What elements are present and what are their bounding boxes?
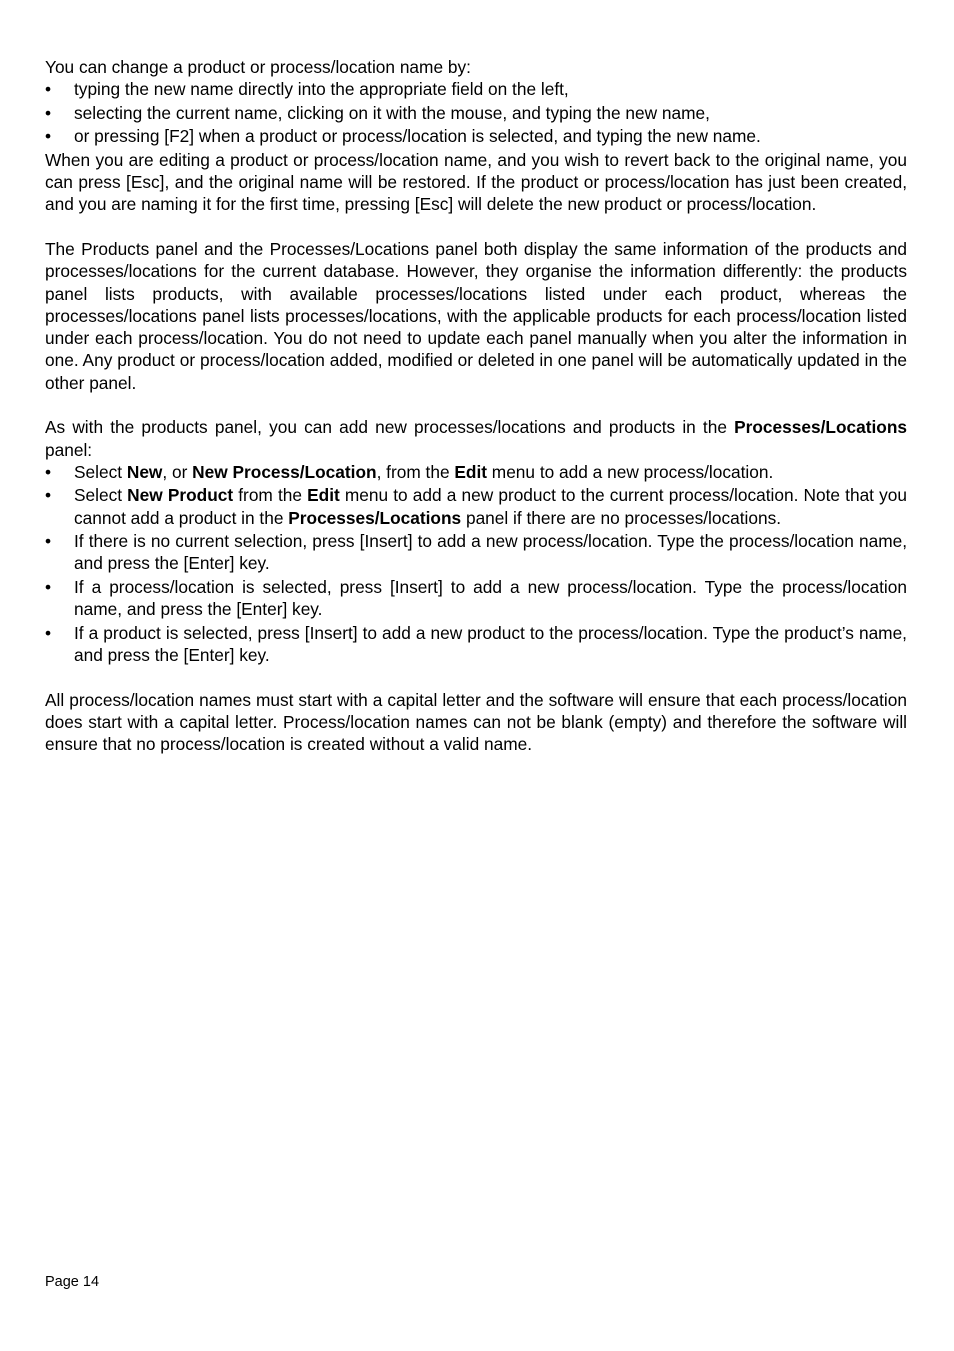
list-item: • or pressing [F2] when a product or process/location is selected, and typing the new name. — [45, 126, 761, 147]
list-item: • typing the new name directly into the appropriate field on the left, — [45, 79, 569, 100]
bullet-icon: • — [45, 102, 52, 123]
esc-paragraph: When you are editing a product or process/location name, and you wish to revert back to the original name, you can press [Esc], and the original name will be restored. If the product or process/location has just been created, and you are naming it for the first time, pressing [Esc] will delete the new product or process/location. — [45, 149, 907, 215]
panels-paragraph: The Products panel and the Processes/Locations panel both display the same information of the products and processes/locations for the current database. However, they organise the information differently: the products panel lists products, with available processes/locations listed under each product, whereas the processes/locations panel lists processes/locations, with the applicable products for each process/location listed under each process/location. You do not need to update each panel manually when you alter the information in one. Any product or process/location added, modified or deleted in one panel will be automatically updated in the other panel. — [45, 238, 907, 393]
list-item: • Select New Product from the Edit menu to add a new product to the current process/location. Note that you cannot add a product in the Processes/Locations panel if there are no processes/locations. — [45, 485, 907, 528]
list-item: • If there is no current selection, press [Insert] to add a new process/location. Type the process/location name, and press the [Enter] key. — [45, 531, 907, 574]
bullet-icon: • — [45, 79, 52, 100]
names-paragraph: All process/location names must start with a capital letter and the software will ensure that each process/location does start with a capital letter. Process/location names can not be blank (empty) and therefore the software will ensure that no process/location is created without a valid name. — [45, 689, 907, 755]
bullet-icon: • — [45, 531, 52, 552]
bullet-icon: • — [45, 461, 52, 482]
list-item: • Select New, or New Process/Location, from the Edit menu to add a new process/location. — [45, 461, 774, 482]
bullet-icon: • — [45, 622, 52, 643]
add-section-intro: As with the products panel, you can add new processes/locations and products in the Processes/Locations panel: — [45, 417, 907, 460]
rename-methods-list — [45, 78, 907, 147]
add-methods-list — [45, 461, 907, 666]
rename-intro: You can change a product or process/location name by: — [45, 57, 471, 77]
list-item: • If a product is selected, press [Insert] to add a new product to the process/location. Type the product’s name, and press the [Enter] key. — [45, 622, 907, 666]
page-number: Page 14 — [45, 1274, 100, 1290]
document-body — [45, 56, 907, 756]
bullet-icon: • — [45, 126, 52, 147]
list-item: • If a process/location is selected, press [Insert] to add a new process/location. Type the process/location name, and press the [Enter] key. — [45, 576, 907, 620]
list-item: • selecting the current name, clicking on it with the mouse, and typing the new name, — [45, 102, 710, 123]
bullet-icon: • — [45, 485, 52, 506]
bullet-icon: • — [45, 576, 52, 597]
